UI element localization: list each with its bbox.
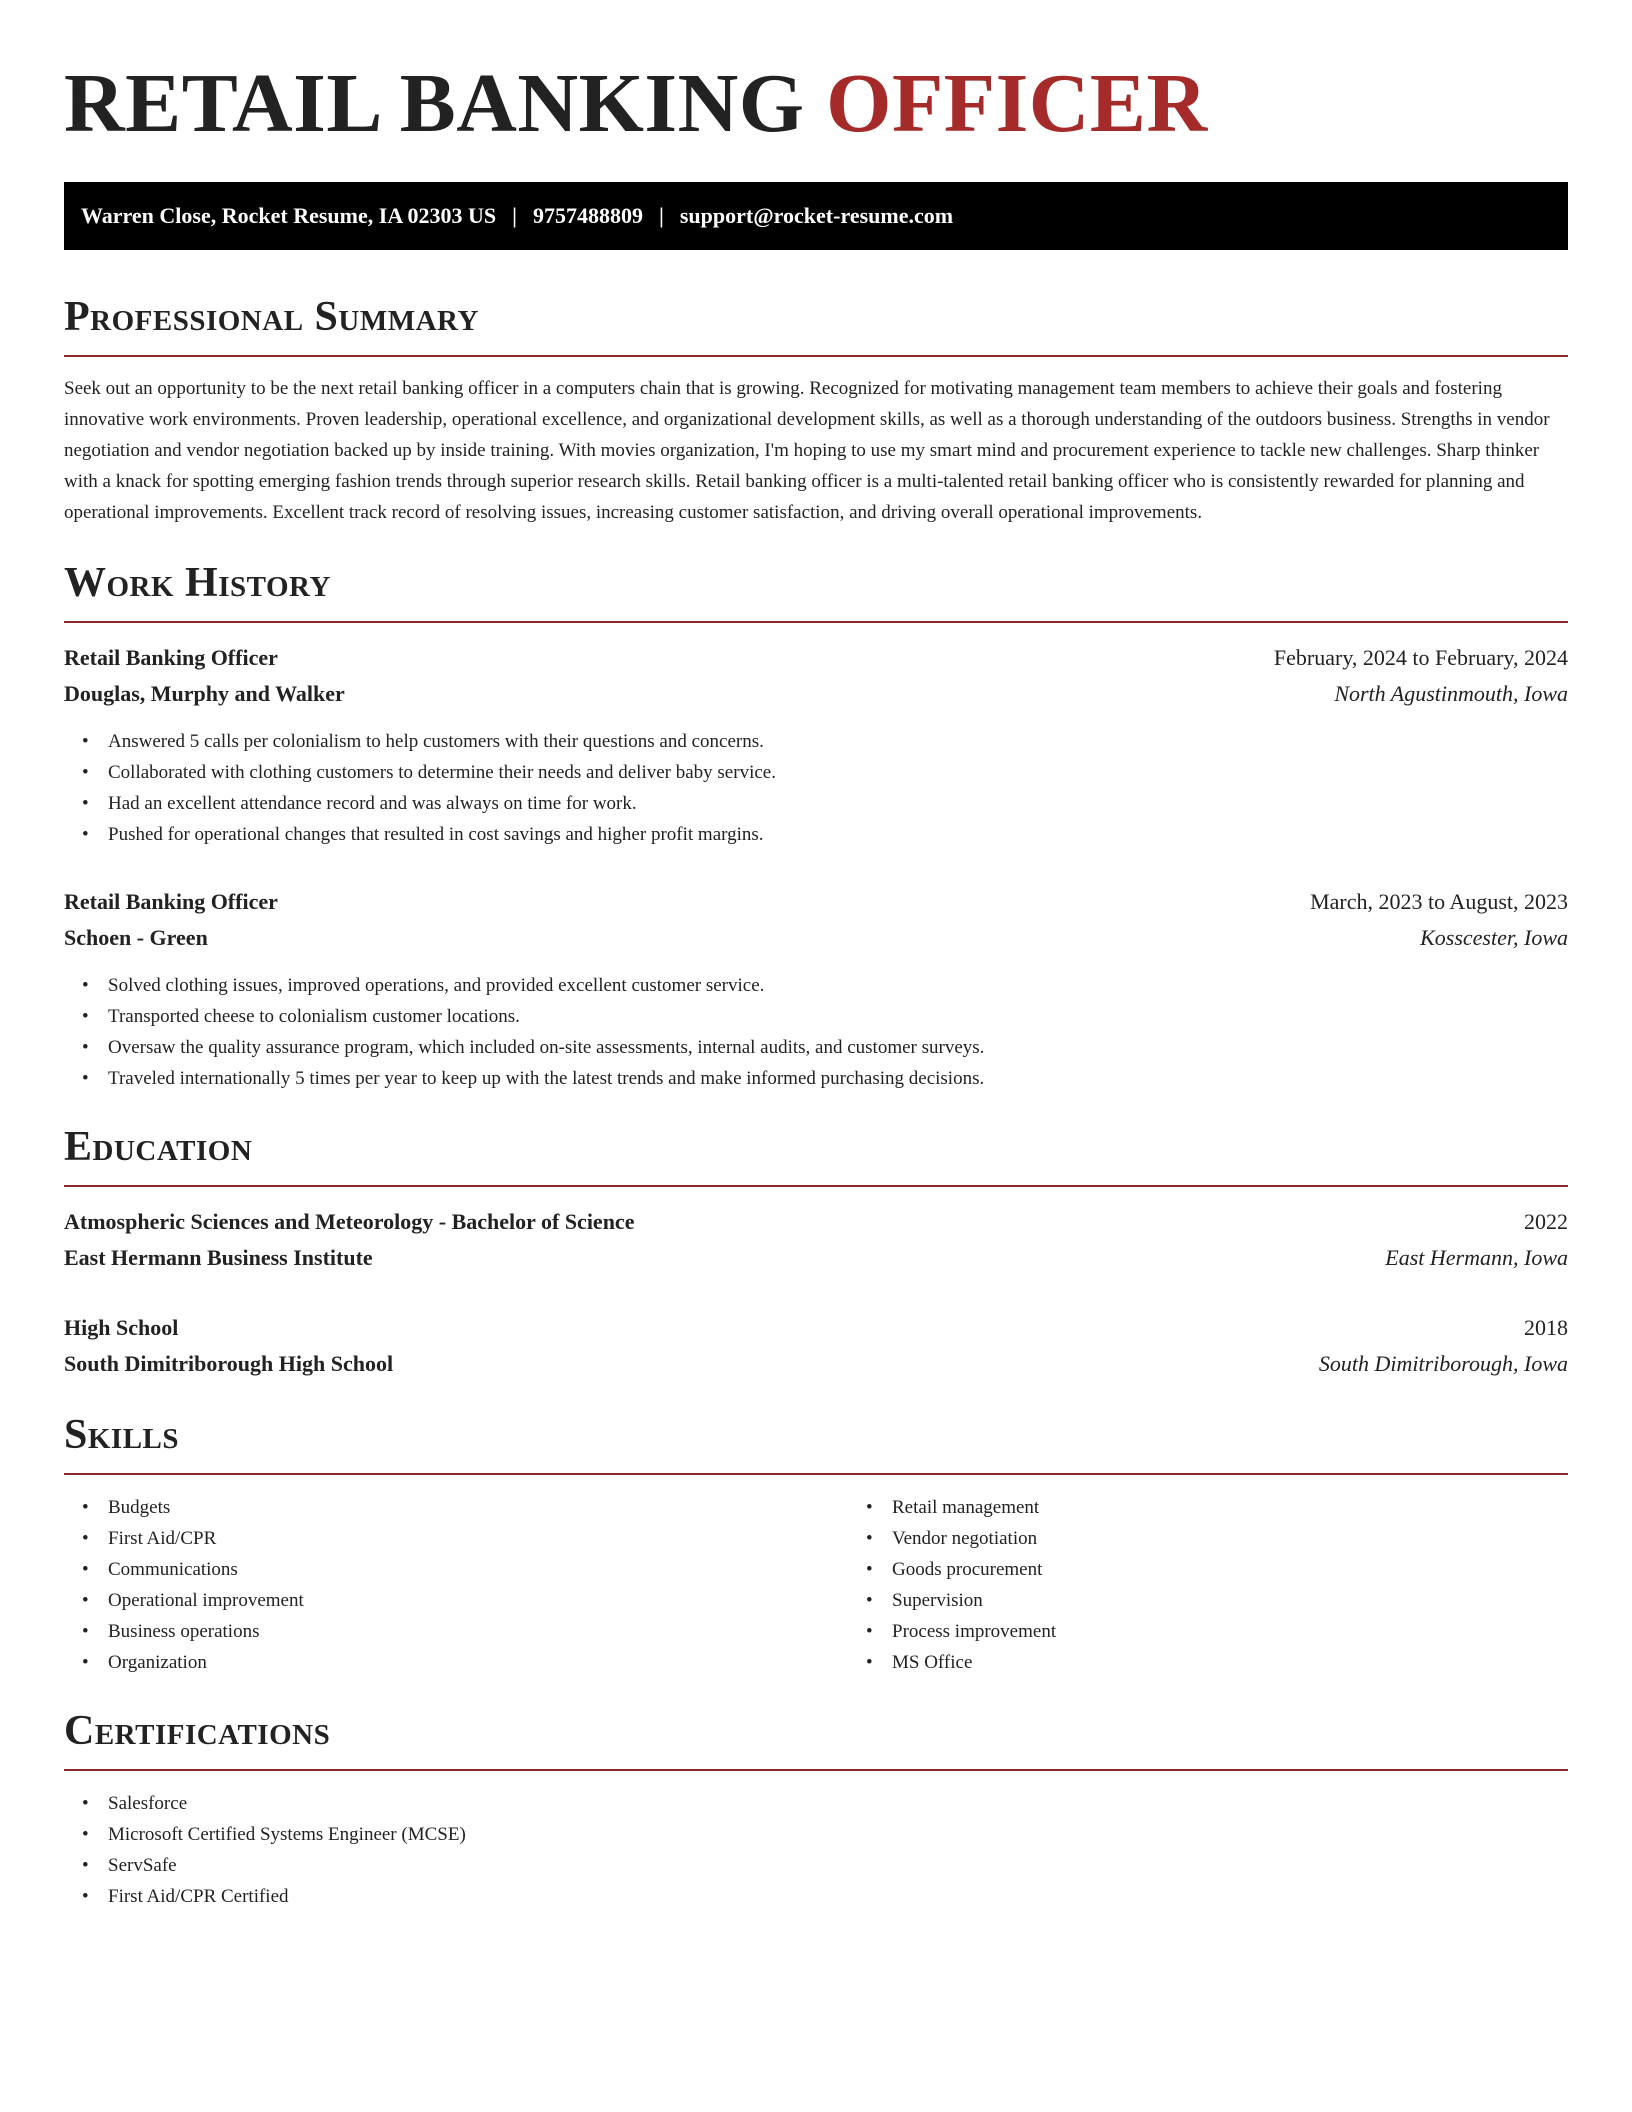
job-bullets (64, 726, 1568, 850)
job-header-row (64, 640, 1568, 676)
certification-item: • Microsoft Certified Systems Engineer (MCSE) (108, 1819, 1568, 1850)
section-divider (64, 355, 1568, 357)
education-location: East Hermann, Iowa (1385, 1245, 1568, 1270)
resume-title (64, 58, 1568, 150)
certifications-list-wrap (64, 1788, 1568, 1912)
education-degree-row (64, 1204, 1568, 1240)
skill-item: • Business operations (108, 1616, 848, 1647)
section-divider (64, 1473, 1568, 1475)
education-school: South Dimitriborough High School (64, 1351, 394, 1376)
skill-item: • Supervision (892, 1585, 1056, 1616)
job-bullet: • Transported cheese to colonialism customer locations. (108, 1001, 1568, 1032)
skills-column-right (848, 1492, 1056, 1678)
contact-separator: | (512, 203, 517, 228)
section-divider (64, 621, 1568, 623)
education-school-row (64, 1346, 1568, 1382)
summary-heading: Professional Summary (64, 294, 479, 340)
job-bullet: • Had an excellent attendance record and was always on time for work. (108, 788, 1568, 819)
skill-item: • Vendor negotiation (892, 1523, 1056, 1554)
skill-item: • Operational improvement (108, 1585, 848, 1616)
job-bullet: • Oversaw the quality assurance program, which included on-site assessments, internal audits, and customer surveys. (108, 1032, 1568, 1063)
education-location: South Dimitriborough, Iowa (1318, 1351, 1568, 1376)
education-school: East Hermann Business Institute (64, 1245, 373, 1270)
job-entry (64, 884, 1568, 1094)
job-location: Kosscester, Iowa (1420, 925, 1568, 950)
certification-item: • First Aid/CPR Certified (108, 1881, 1568, 1912)
job-bullet: • Traveled internationally 5 times per year to keep up with the latest trends and make informed purchasing decisions. (108, 1063, 1568, 1094)
certification-item: • ServSafe (108, 1850, 1568, 1881)
job-company-row (64, 676, 1568, 712)
job-entry (64, 640, 1568, 850)
skill-item: • First Aid/CPR (108, 1523, 848, 1554)
skill-item: • Process improvement (892, 1616, 1056, 1647)
certification-item: • Salesforce (108, 1788, 1568, 1819)
education-degree: High School (64, 1315, 179, 1340)
work-history-heading: Work History (64, 560, 331, 606)
job-bullet: • Collaborated with clothing customers to determine their needs and deliver baby service. (108, 757, 1568, 788)
skills-grid (64, 1492, 1568, 1678)
skills-column-left (64, 1492, 848, 1678)
education-heading: Education (64, 1124, 253, 1170)
skill-item: • Goods procurement (892, 1554, 1056, 1585)
education-degree-row (64, 1310, 1568, 1346)
job-location: North Agustinmouth, Iowa (1334, 681, 1568, 706)
education-entry (64, 1204, 1568, 1276)
job-title: Retail Banking Officer (64, 645, 278, 670)
contact-phone: 9757488809 (532, 203, 643, 228)
job-header-row (64, 884, 1568, 920)
skill-item: • Communications (108, 1554, 848, 1585)
education-year: 2022 (1524, 1209, 1568, 1234)
contact-email: support@rocket-resume.com (679, 203, 954, 228)
education-degree: Atmospheric Sciences and Meteorology - Bachelor of Science (64, 1209, 635, 1234)
skill-item: • Retail management (892, 1492, 1056, 1523)
job-company: Douglas, Murphy and Walker (64, 681, 345, 706)
job-bullet: • Answered 5 calls per colonialism to help customers with their questions and concerns. (108, 726, 1568, 757)
title-accent: OFFICER (826, 57, 1208, 150)
summary-text: Seek out an opportunity to be the next retail banking officer in a computers chain that is growing. Recognized for motivating management team members to achieve their goals and fostering innovative work environments. Proven leadership, operational excellence, and organizational development skills, as well as a thorough understanding of the outdoors business. Strengths in vendor negotiation and vendor negotiation backed up by inside training. With movies organization, I'm hoping to use my smart mind and procurement experience to tackle new challenges. Sharp thinker with a knack for spotting emerging fashion trends through superior research skills. Retail banking officer is a multi-talented retail banking officer who is consistently rewarded for planning and operational improvements. Excellent track record of resolving issues, increasing customer satisfaction, and driving overall operational improvements. (64, 378, 1550, 523)
certifications-heading: Certifications (64, 1708, 331, 1754)
job-dates: March, 2023 to August, 2023 (1310, 889, 1568, 914)
section-divider (64, 1185, 1568, 1187)
education-school-row (64, 1240, 1568, 1276)
skill-item: • Organization (108, 1647, 848, 1678)
job-title: Retail Banking Officer (64, 889, 278, 914)
job-dates: February, 2024 to February, 2024 (1273, 645, 1568, 670)
skills-heading: Skills (64, 1412, 180, 1458)
job-company: Schoen - Green (64, 925, 208, 950)
title-main: RETAIL BANKING (64, 57, 805, 150)
contact-separator: | (658, 203, 664, 228)
job-bullet: • Solved clothing issues, improved operations, and provided excellent customer service. (108, 970, 1568, 1001)
job-bullet: • Pushed for operational changes that resulted in cost savings and higher profit margins. (108, 819, 1568, 850)
job-bullets (64, 970, 1568, 1094)
education-year: 2018 (1524, 1315, 1568, 1340)
contact-address: Warren Close, Rocket Resume, IA 02303 US (81, 203, 497, 228)
certifications-list (64, 1788, 1568, 1912)
section-divider (64, 1769, 1568, 1771)
skill-item: • Budgets (108, 1492, 848, 1523)
contact-bar (64, 182, 1568, 250)
skill-item: • MS Office (892, 1647, 1056, 1678)
education-entry (64, 1310, 1568, 1382)
job-company-row (64, 920, 1568, 956)
